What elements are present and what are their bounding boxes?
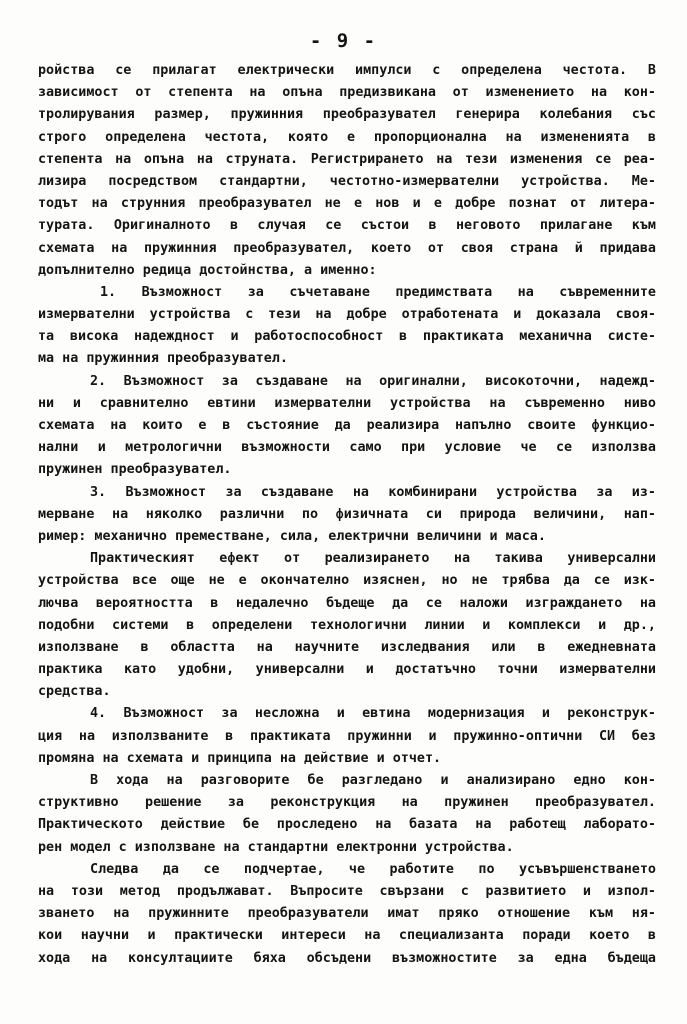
text-line: на този метод продължават. Въпросите свързани с развитието и изпол- (38, 883, 656, 899)
text-line: Следва да се подчертае, че работите по усъвършенстването (90, 861, 656, 877)
text-line: структивно решение за реконструкция на пружинен преобразувател. (38, 795, 656, 811)
text-line: 3. Възможност за създаване на комбинирани устройства за из- (90, 484, 656, 500)
text-line: практика като удобни, универсални и достатъчно точни измервателни (38, 662, 656, 678)
text-line: турата. Оригиналното в случая се състои в неговото прилагане към (38, 218, 656, 234)
text-line: средства. (38, 684, 111, 700)
text-line: 1. Възможност за съчетаване предимствата на съвременните (100, 284, 656, 300)
text-line: нални и метрологични възможности само при условие че се използва (38, 440, 656, 456)
text-line: промяна на схемата и принципа на действие и отчет. (38, 750, 442, 766)
text-line: тодът на струнния преобразувател не е нов и е добре познат от литера- (38, 196, 656, 212)
text-line: зването на пружинните преобразуватели имат пряко отношение към ня- (38, 906, 656, 922)
text-line: ройства се прилагат електрически импулси с определена честота. В (38, 63, 656, 78)
text-line: лючва вероятността в недалечно бъдеще да се наложи изграждането на (38, 595, 656, 611)
text-line: та висока надеждност и работоспособност в практиката механична систе- (38, 329, 656, 345)
text-line: схемата на които е в състояние да реализира напълно своите функцио- (38, 418, 656, 433)
text-line: 2. Възможност за създаване на оригинални, високоточни, надежд- (90, 373, 656, 389)
text-line: мерване на няколко различни по физичната си природа величини, нап- (38, 506, 656, 522)
page-number: - 9 - (309, 30, 378, 52)
text-line: степента на опъна на струната. Регистрирането на тези изменения се реа- (38, 151, 656, 167)
text-line: ример: механично преместване, сила, електрични величини и маса. (38, 528, 546, 544)
text-line: ция на използваните в практиката пружинни и пружинно-оптични СИ без (38, 728, 656, 744)
text-line: схемата на пружинния преобразувател, което от своя страна й придава (38, 240, 656, 256)
text-line: устройства все още не е окончателно изяснен, но не трябва да се изк- (38, 573, 656, 589)
text-line: ма на пружинния преобразувател. (38, 351, 288, 367)
text-line: 4. Възможност за несложна и евтина модернизация и реконструк- (90, 706, 656, 722)
body-text (38, 60, 656, 970)
text-line: допълнително редица достойнства, а именно: (38, 262, 377, 278)
text-line: пружинен преобразувател. (38, 462, 232, 478)
text-line: лизира посредством стандартни, честотно-измервателни устройства. Ме- (38, 173, 656, 189)
text-line: Практическото действие бе проследено на базата на работещ лаборато- (38, 817, 656, 833)
text-line: тролирувания размер, пружинния преобразувател генерира колебания със (38, 107, 656, 123)
text-line: строго определена честота, която е пропорционална на измененията в (38, 129, 656, 145)
text-line: подобни системи в определени технологични линии и комплекси и др., (38, 617, 656, 633)
text-line: кои научни и практически интереси на специализанта поради което в (38, 928, 656, 944)
text-line: Практическият ефект от реализирането на такива универсални (90, 551, 656, 567)
text-line: зависимост от степента на опъна предизвикана от изменението на кон- (38, 85, 656, 101)
text-line: ни и сравнително евтини измервателни устройства на съвременно ниво (38, 395, 656, 411)
text-line: хода на консултациите бяха обсъдени възможностите за една бъдеща (38, 950, 656, 966)
text-line: измервателни устройства с тези на добре отработената и доказала своя- (38, 307, 656, 323)
text-line: използване в областта на научните изследвания или в ежедневната (38, 639, 656, 655)
text-line: рен модел с използване на стандартни електронни устройства. (38, 839, 514, 855)
text-line: В хода на разговорите бе разгледано и анализирано едно кон- (90, 773, 656, 788)
